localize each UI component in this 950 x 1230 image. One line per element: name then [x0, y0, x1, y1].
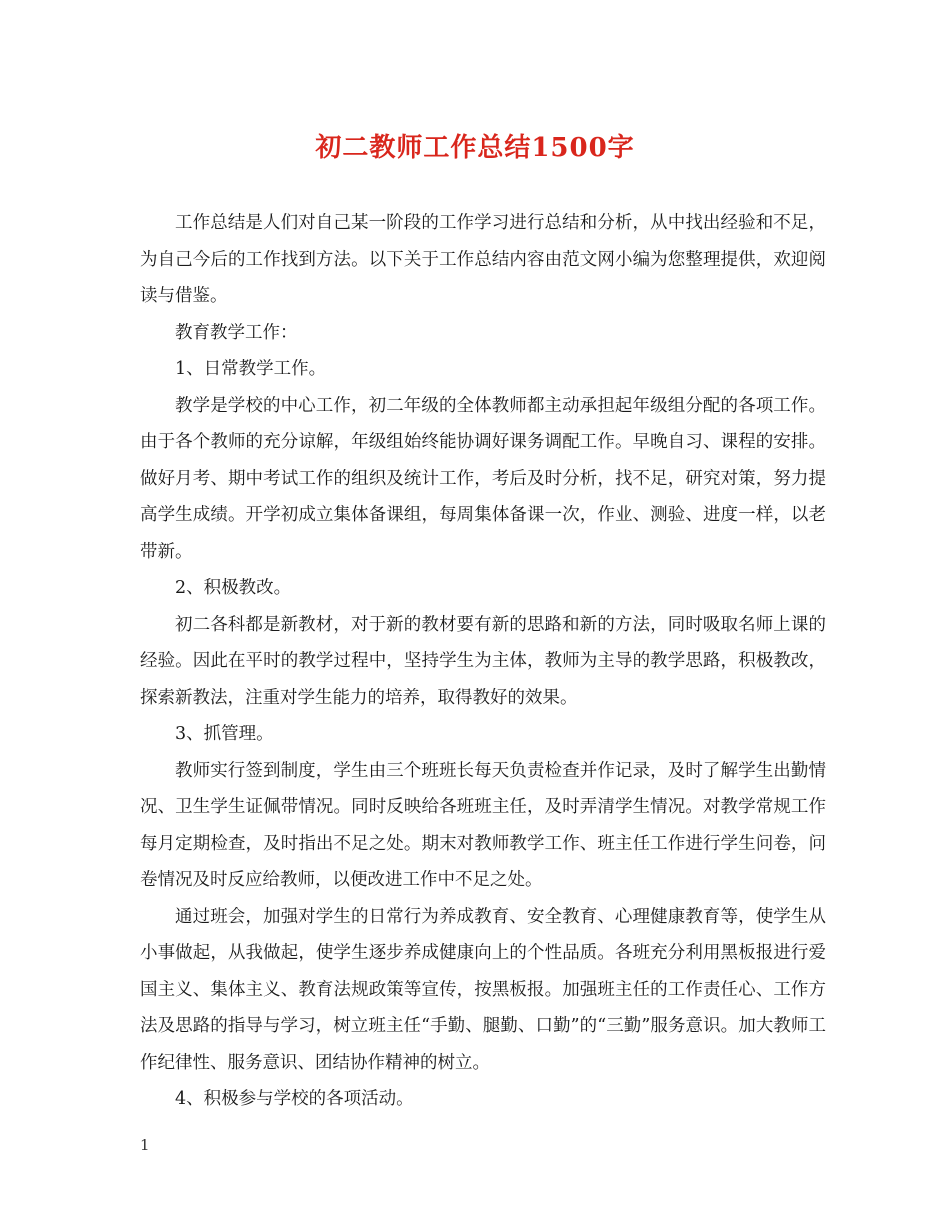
subheading-daily-teaching: 1、日常教学工作。 [175, 359, 327, 379]
paragraph-intro: 工作总结是人们对自己某一阶段的工作学习进行总结和分析，从中找出经验和不足，为自己今后的工作找到方法。以下关于工作总结内容由范文网小编为您整理提供，欢迎阅读与借鉴。 [140, 213, 826, 306]
page-number: 1 [140, 1136, 150, 1154]
document-body [140, 205, 826, 1118]
section-heading-education: 教育教学工作： [175, 322, 298, 343]
paragraph-class-meeting: 通过班会，加强对学生的日常行为养成教育、安全教育、心理健康教育等，使学生从小事做起，从我做起，使学生逐步养成健康向上的个性品质。各班充分利用黑板报进行爱国主义、集体主义、教育法规政策等宣传，按黑板报。加强班主任的工作责任心、工作方法及思路的指导与学习，树立班主任“手勤、腿勤、口勤”的“三勤”服务意识。加大教师工作纪律性、服务意识、团结协作精神的树立。 [140, 906, 826, 1073]
paragraph-daily-teaching: 教学是学校的中心工作，初二年级的全体教师都主动承担起年级组分配的各项工作。由于各个教师的充分谅解，年级组始终能协调好课务调配工作。早晚自习、课程的安排。做好月考、期中考试工作的组织及统计工作，考后及时分析，找不足，研究对策，努力提高学生成绩。开学初成立集体备课组，每周集体备课一次，作业、测验、进度一样，以老带新。 [140, 395, 826, 562]
paragraph-reform: 初二各科都是新教材，对于新的教材要有新的思路和新的方法，同时吸取名师上课的经验。因此在平时的教学过程中，坚持学生为主体，教师为主导的教学思路，积极教改，探索新教法，注重对学生能力的培养，取得教好的效果。 [140, 614, 826, 708]
subheading-activities: 4、积极参与学校的各项活动。 [175, 1089, 414, 1109]
paragraph-management: 教师实行签到制度，学生由三个班班长每天负责检查并作记录，及时了解学生出勤情况、卫生学生证佩带情况。同时反映给各班班主任，及时弄清学生情况。对教学常规工作每月定期检查，及时指出不足之处。期末对教师教学工作、班主任工作进行学生问卷，问卷情况及时反应给教师，以便改进工作中不足之处。 [140, 760, 826, 890]
subheading-reform: 2、积极教改。 [175, 578, 292, 598]
document-title: 初二教师工作总结1500字 [315, 133, 635, 163]
subheading-management: 3、抓管理。 [175, 724, 274, 744]
